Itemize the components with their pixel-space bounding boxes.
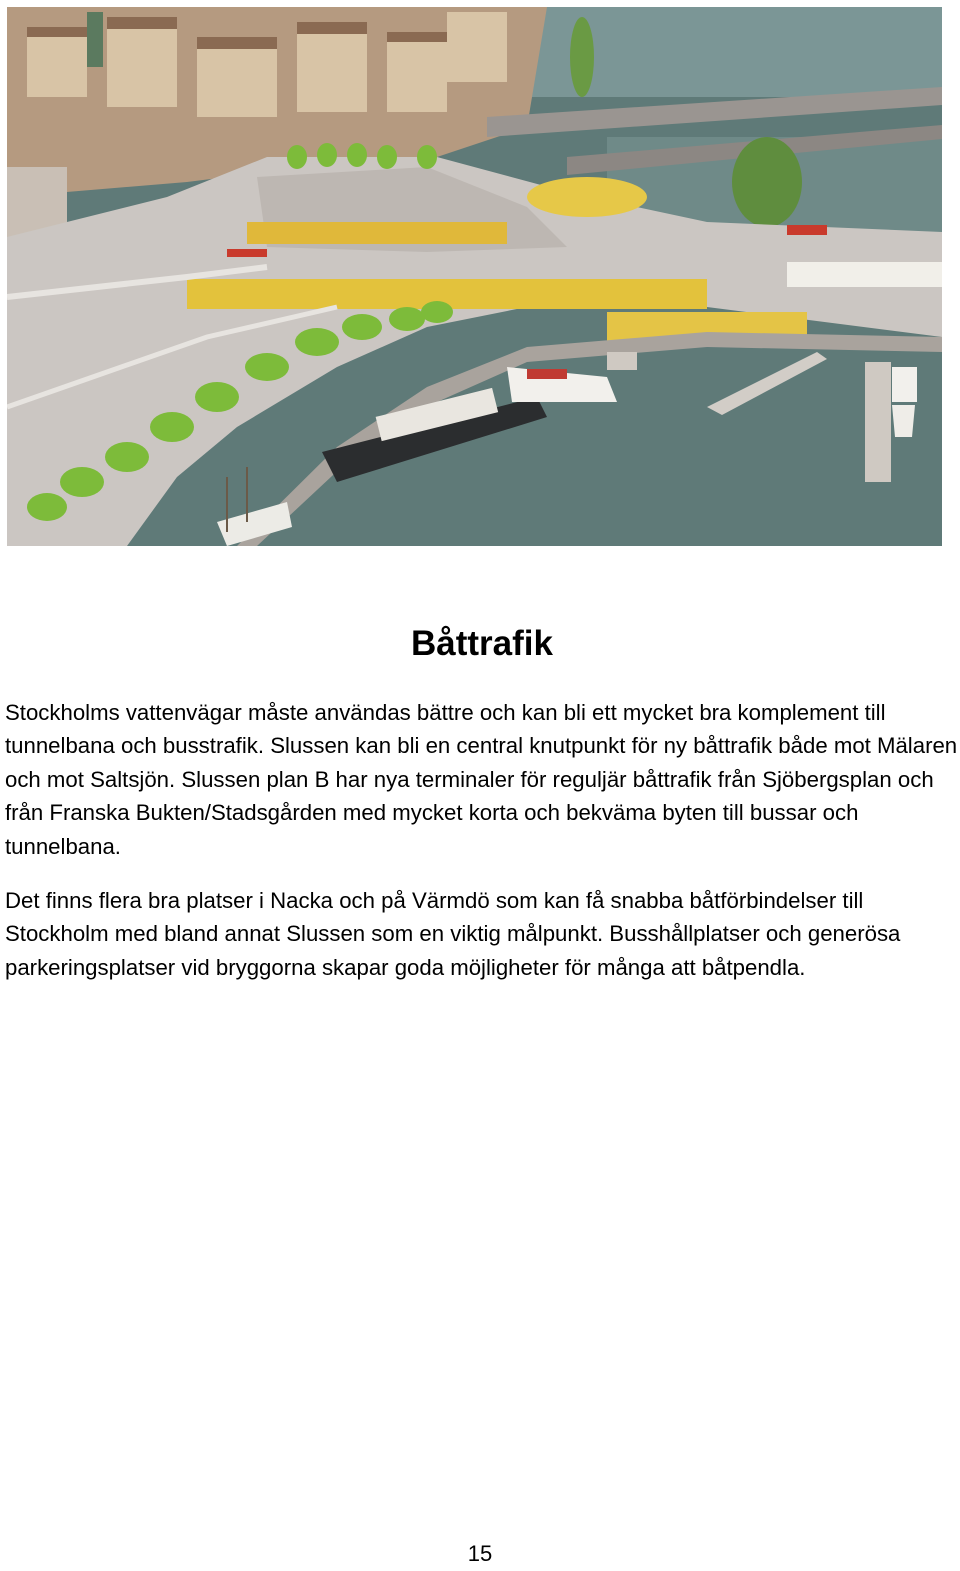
aerial-photo — [7, 7, 942, 546]
body-paragraph-2: Det finns flera bra platser i Nacka och på Värmdö som kan få snabba båtförbindelser till Stockholm med bland annat Slussen som en viktig målpunkt. Busshållplatser och generösa parkeringsplatser vid bryggorna skapar goda möjligheter för många att båtpendla. — [5, 888, 901, 980]
aerial-photo-illustration — [7, 7, 942, 546]
page-heading: Båttrafik — [411, 624, 553, 663]
body-paragraph-1: Stockholms vattenvägar måste användas bättre och kan bli ett mycket bra komplement till tunnelbana och busstrafik. Slussen kan bli en central knutpunkt för ny båttrafik både mot Mälaren och mot Saltsjön. Slussen plan B har nya terminaler för reguljär båttrafik från Sjöbergsplan och från Franska Bukten/Stadsgården med mycket korta och bekväma byten till bussar och tunnelbana. — [5, 700, 958, 859]
page-number: 15 — [467, 1541, 493, 1566]
